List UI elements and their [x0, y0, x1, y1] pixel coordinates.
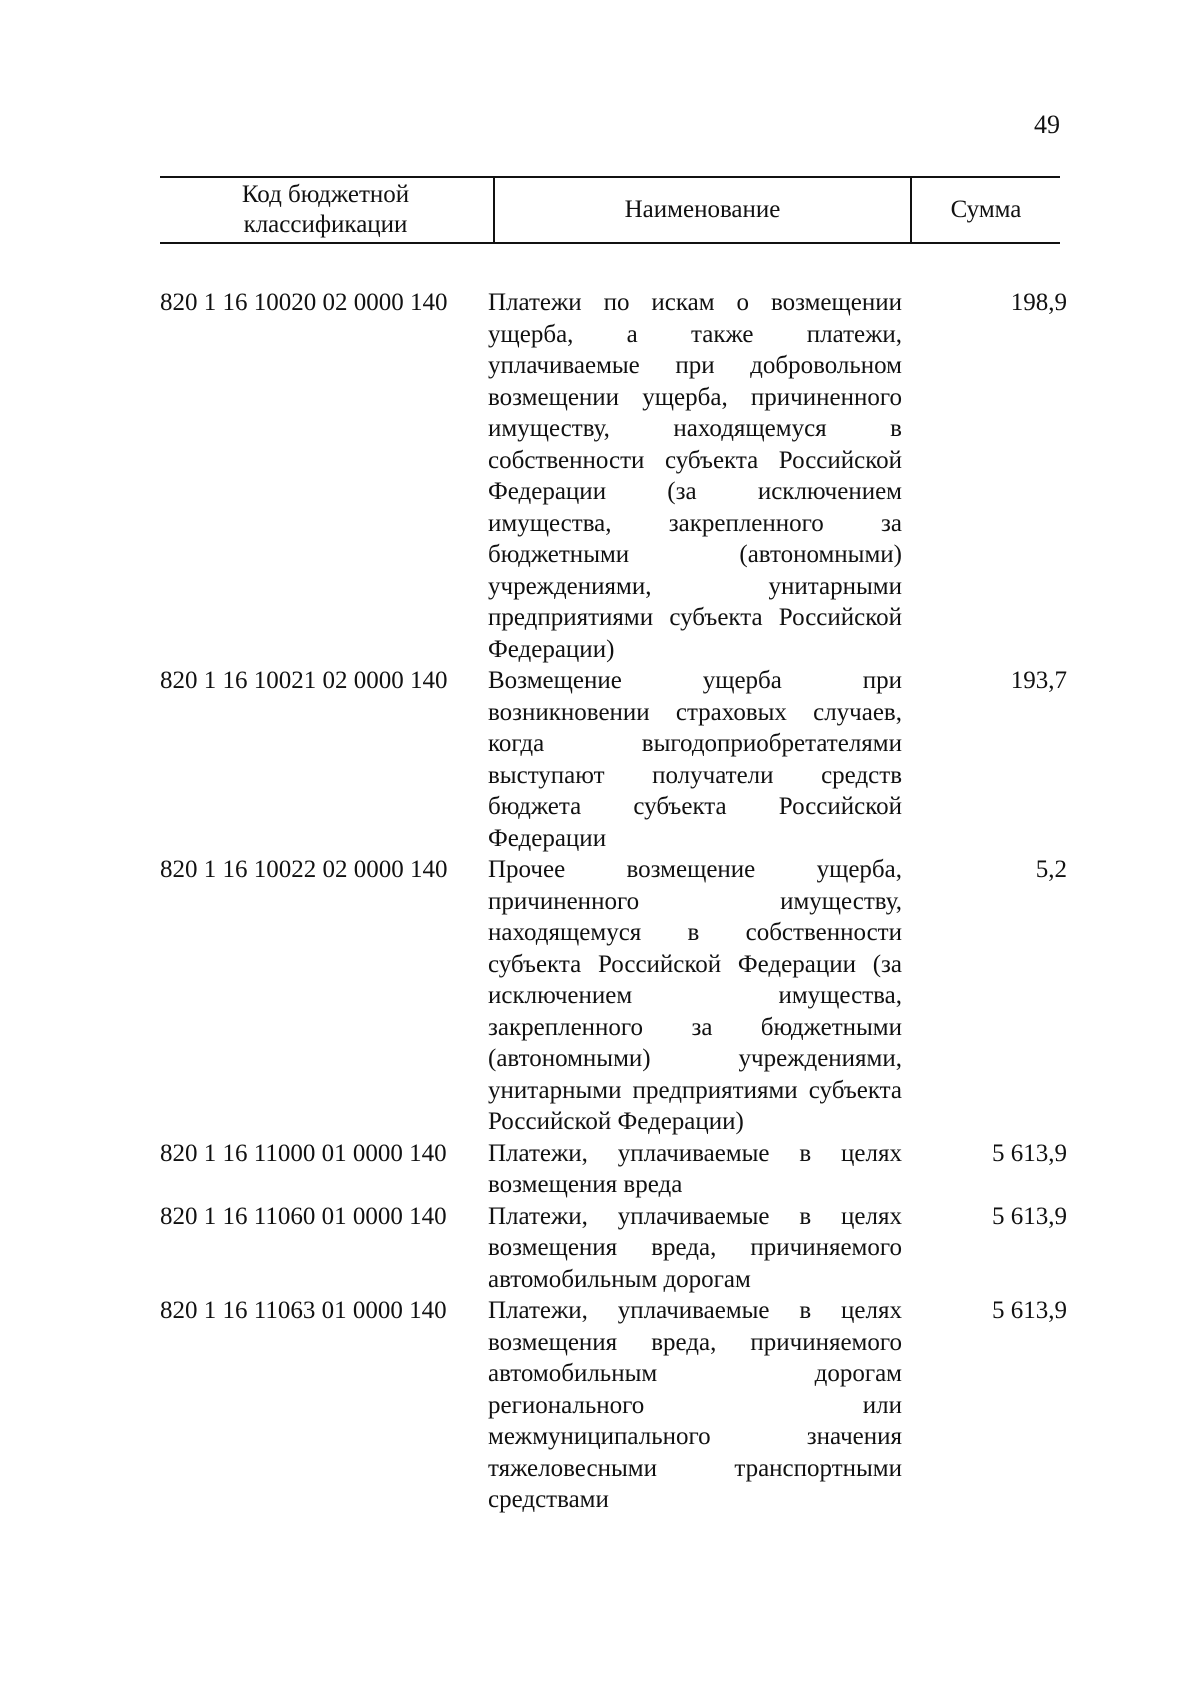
row-sum: 198,9 — [1010, 289, 1067, 316]
row-name: Платежи по искам о возмещении ущерба, а также платежи, уплачиваемые при добровольном возмещении ущерба, причиненного имуществу, находящемуся в собственности субъекта Российской Федерации (за исключением имущества, закрепленного за бюджетными (автономными) учреждениями, унитарными предприятиями субъекта Российской Федерации) — [488, 289, 902, 663]
row-code: 820 1 16 11000 01 0000 140 — [160, 1139, 447, 1167]
header-sum: Сумма — [950, 196, 1022, 223]
table-row — [160, 287, 1067, 665]
table-row — [160, 854, 1067, 1138]
row-name: Платежи, уплачиваемые в целях возмещения вреда — [488, 1139, 902, 1198]
table-row — [160, 1138, 1067, 1201]
header-code: Код бюджетной классификации — [241, 181, 410, 238]
table-header — [160, 176, 1060, 244]
row-name: Платежи, уплачиваемые в целях возмещения вреда, причиняемого автомобильным дорогам — [488, 1202, 902, 1293]
header-name: Наименование — [493, 178, 912, 242]
row-sum: 5 613,9 — [992, 1297, 1067, 1324]
row-sum: 193,7 — [1010, 667, 1067, 694]
row-code: 820 1 16 10021 02 0000 140 — [160, 667, 448, 694]
row-sum: 5,2 — [1035, 856, 1067, 883]
table-row — [160, 665, 1067, 854]
page-number: 49 — [1034, 110, 1060, 139]
table-row — [160, 1201, 1067, 1296]
table-row — [160, 1295, 1067, 1516]
row-name: Возмещение ущерба при возникновении страховых случаев, когда выгодоприобретателями выступают получатели средств бюджета субъекта Российской Федерации — [488, 667, 902, 852]
row-code: 820 1 16 10020 02 0000 140 — [160, 289, 448, 316]
row-sum: 5 613,9 — [992, 1202, 1067, 1230]
row-code: 820 1 16 10022 02 0000 140 — [160, 856, 448, 883]
row-code: 820 1 16 11063 01 0000 140 — [160, 1297, 447, 1324]
table-body — [160, 287, 1067, 1516]
row-code: 820 1 16 11060 01 0000 140 — [160, 1202, 447, 1230]
row-name: Прочее возмещение ущерба, причиненного имуществу, находящемуся в собственности субъекта Российской Федерации (за исключением имущества, закрепленного за бюджетными (автономными) учреждениями, унитарными предприятиями субъекта Российской Федерации) — [488, 856, 902, 1135]
row-name: Платежи, уплачиваемые в целях возмещения вреда, причиняемого автомобильным дорогам регионального или межмуниципального значения тяжеловесными транспортными средствами — [488, 1297, 902, 1513]
row-sum: 5 613,9 — [992, 1139, 1067, 1167]
